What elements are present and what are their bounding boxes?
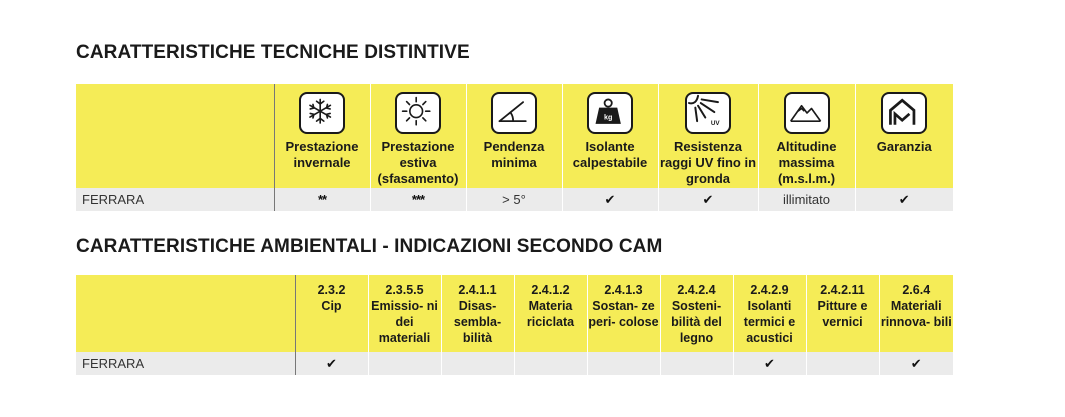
col-cam-2-4-2-9 (733, 275, 806, 352)
col-cam-2-3-2 (295, 275, 368, 352)
slope-icon (491, 92, 537, 134)
cam-label: Materia riciclata (526, 299, 575, 329)
value-cam (587, 352, 660, 375)
cam-code: 2.6.4 (902, 283, 931, 297)
row-name: FERRARA (76, 188, 274, 211)
col-cam-2-3-5-5 (368, 275, 441, 352)
mountain-icon (784, 92, 830, 134)
value-resistenza-uv: ✔ (658, 188, 758, 211)
value-prestazione-estiva: *** (370, 188, 466, 211)
col-prestazione-estiva (370, 84, 466, 188)
value-cam: ✔ (733, 352, 806, 375)
value-isolante-calpestabile: ✔ (562, 188, 658, 211)
cam-label: Sostan- ze peri- colose (588, 299, 659, 329)
header-empty-cell (76, 84, 274, 188)
cam-label: Emissio- ni dei materiali (371, 299, 438, 345)
svg-text:UV: UV (710, 119, 720, 127)
cam-label: Disas- sembla- bilità (453, 299, 502, 345)
col-cam-2-4-2-4 (660, 275, 733, 352)
cam-code: 2.4.2.9 (750, 283, 789, 297)
value-prestazione-invernale: ** (274, 188, 370, 211)
label-pendenza-minima: Pendenza minima (483, 139, 545, 170)
section1-title: CARATTERISTICHE TECNICHE DISTINTIVE (76, 42, 470, 63)
cam-code: 2.4.2.4 (677, 283, 716, 297)
table-row (76, 352, 953, 375)
label-isolante-calpestabile: Isolante calpestabile (572, 139, 648, 170)
cam-label: Pitture e vernici (817, 299, 868, 329)
cam-code: 2.3.2 (317, 283, 346, 297)
value-cam: ✔ (879, 352, 953, 375)
label-prestazione-invernale: Prestazione invernale (285, 139, 359, 170)
value-cam (806, 352, 879, 375)
col-resistenza-uv (658, 84, 758, 188)
label-resistenza-uv: Resistenza raggi UV fino in gronda (659, 139, 757, 186)
label-altitudine-massima: Altitudine massima (m.s.l.m.) (776, 139, 837, 186)
cam-code: 2.4.1.1 (458, 283, 497, 297)
cam-code: 2.3.5.5 (385, 283, 424, 297)
cam-label: Isolanti termici e acustici (743, 299, 796, 345)
value-cam: ✔ (295, 352, 368, 375)
value-cam (368, 352, 441, 375)
col-altitudine-massima (758, 84, 855, 188)
cam-code: 2.4.1.2 (531, 283, 570, 297)
environmental-table (76, 275, 953, 375)
uv-icon (685, 92, 731, 134)
table-row (76, 188, 953, 211)
col-cam-2-6-4 (879, 275, 953, 352)
cam-label: Materiali rinnova- bili (880, 299, 952, 329)
col-pendenza-minima (466, 84, 562, 188)
label-prestazione-estiva: Prestazione estiva (sfasamento) (377, 139, 459, 186)
label-garanzia: Garanzia (876, 139, 932, 154)
cam-code: 2.4.1.3 (604, 283, 643, 297)
header-empty-cell (76, 275, 295, 352)
col-cam-2-4-2-11 (806, 275, 879, 352)
sun-icon (395, 92, 441, 134)
col-isolante-calpestabile (562, 84, 658, 188)
col-prestazione-invernale (274, 84, 370, 188)
col-garanzia (855, 84, 953, 188)
col-cam-2-4-1-3 (587, 275, 660, 352)
value-altitudine-massima: illimitato (758, 188, 855, 211)
value-garanzia: ✔ (855, 188, 953, 211)
cam-label: Cip (321, 299, 342, 313)
cam-label: Sosteni- bilità del legno (671, 299, 722, 345)
value-pendenza-minima: > 5° (466, 188, 562, 211)
kg-weight-icon (587, 92, 633, 134)
technical-table (76, 84, 953, 211)
col-cam-2-4-1-1 (441, 275, 514, 352)
value-cam (441, 352, 514, 375)
svg-text:kg: kg (603, 112, 613, 122)
col-cam-2-4-1-2 (514, 275, 587, 352)
cam-code: 2.4.2.11 (820, 283, 865, 297)
value-cam (660, 352, 733, 375)
value-cam (514, 352, 587, 375)
snowflake-icon (299, 92, 345, 134)
section2-title: CARATTERISTICHE AMBIENTALI - INDICAZIONI SECONDO CAM (76, 236, 663, 257)
row-name: FERRARA (76, 352, 295, 375)
house-guarantee-icon (881, 92, 927, 134)
